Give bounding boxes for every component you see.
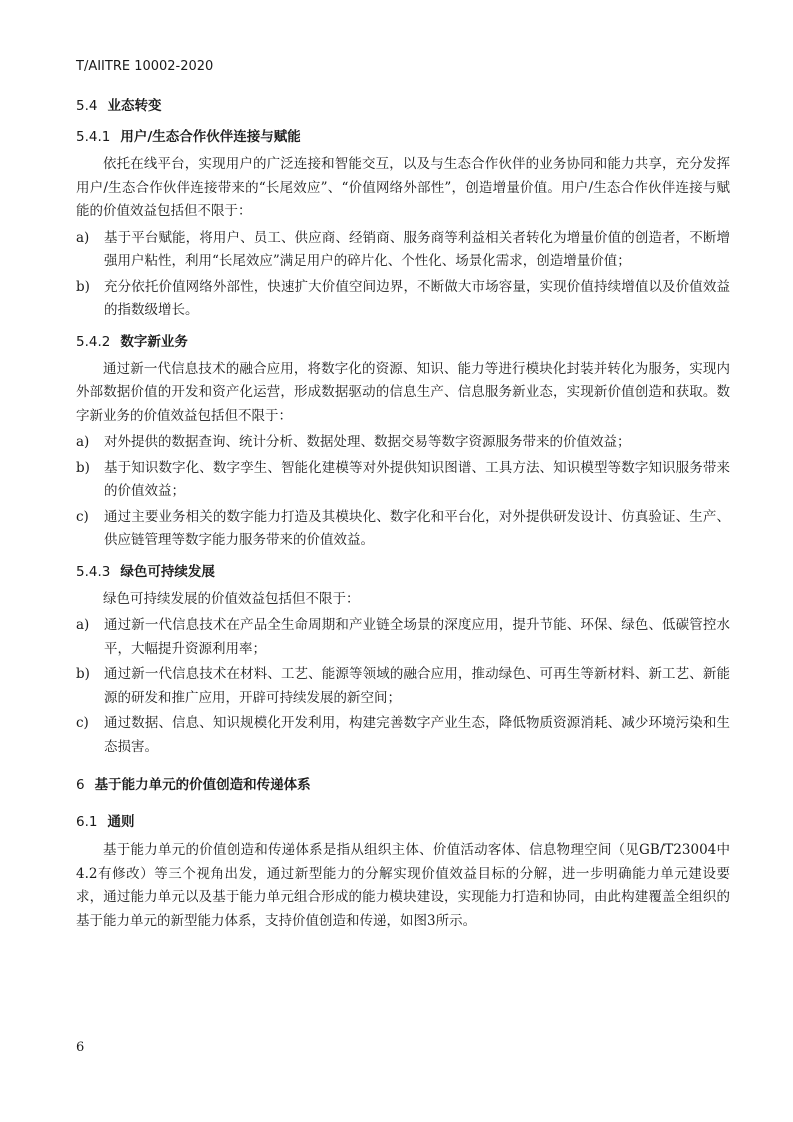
list-marker: a) [76, 434, 90, 450]
item-list [76, 227, 730, 323]
list-marker: c) [76, 715, 89, 731]
section-number: 5.4.1 [76, 129, 111, 145]
list-item [76, 712, 730, 759]
list-item [76, 227, 730, 274]
list-marker: b) [76, 459, 90, 476]
section-title: 通则 [107, 814, 135, 830]
paragraph: 依托在线平台，实现用户的广泛连接和智能交互，以及与生态合作伙伴的业务协同和能力共享，充分发挥用户/生态合作伙伴连接带来的“长尾效应”、“价值网络外部性”，创造增量价值。用户/生态合作伙伴连接与赋能的价值效益包括但不限于： [76, 156, 730, 219]
page-number: 6 [76, 1040, 85, 1055]
paragraph: 基于能力单元的价值创造和传递体系是指从组织主体、价值活动客体、信息物理空间（见GB/T23004中4.2有修改）等三个视角出发，通过新型能力的分解实现价值效益目标的分解，进一步明确能力单元建设要求，通过能力单元以及基于能力单元组合形成的能力模块建设，实现能力打造和协同，由此构建覆盖全组织的基于能力单元的新型能力体系，支持价值创造和传递，如图3所示。 [76, 842, 730, 929]
list-marker: a) [76, 229, 90, 246]
list-item [76, 457, 730, 504]
section-number: 5.4 [76, 98, 98, 114]
list-item [76, 614, 730, 661]
section-number: 6.1 [76, 814, 98, 830]
list-item-text: 基于平台赋能，将用户、员工、供应商、经销商、服务商等利益相关者转化为增量价值的创造者，不断增强用户粘性，利用“长尾效应”满足用户的碎片化、个性化、场景化需求，创造增量价值； [104, 229, 730, 269]
section-number: 6 [76, 777, 85, 793]
paragraph: 通过新一代信息技术的融合应用，将数字化的资源、知识、能力等进行模块化封装并转化为服务，实现内外部数据价值的开发和资产化运营，形成数据驱动的信息生产、信息服务新业态，实现新价值创造和获取。数字新业务的价值效益包括但不限于： [76, 360, 730, 424]
section-title: 业态转变 [107, 98, 162, 114]
section-number: 5.4.3 [76, 563, 111, 580]
list-item-text: 基于知识数字化、数字孪生、智能化建模等对外提供知识图谱、工具方法、知识模型等数字知识服务带来的价值效益； [104, 459, 730, 499]
list-item-text: 对外提供的数据查询、统计分析、数据处理、数据交易等数字资源服务带来的价值效益； [104, 434, 631, 450]
item-list [76, 614, 730, 759]
list-marker: c) [76, 508, 89, 525]
section-title: 基于能力单元的价值创造和传递体系 [94, 777, 311, 793]
list-marker: a) [76, 617, 90, 633]
section-title: 用户/生态合作伙伴连接与赋能 [120, 129, 301, 145]
list-item [76, 431, 730, 455]
list-item-text: 通过新一代信息技术在产品全生命周期和产业链全场景的深度应用，提升节能、环保、绿色、低碳管控水平，大幅提升资源利用率； [104, 617, 730, 657]
list-item-text: 通过新一代信息技术在材料、工艺、能源等领域的融合应用，推动绿色、可再生等新材料、新工艺、新能源的研发和推广应用，开辟可持续发展的新空间； [104, 666, 730, 706]
list-marker: b) [76, 278, 90, 295]
section-heading-5-4 [76, 94, 730, 118]
section-heading-6-1 [76, 810, 730, 834]
list-item-text: 充分依托价值网络外部性，快速扩大价值空间边界，不断做大市场容量，实现价值持续增值以及价值效益的指数级增长。 [104, 278, 730, 318]
section-title: 绿色可持续发展 [120, 563, 215, 580]
list-item-text: 通过主要业务相关的数字能力打造及其模块化、数字化和平台化，对外提供研发设计、仿真验证、生产、供应链管理等数字能力服务带来的价值效益。 [104, 508, 730, 548]
list-item [76, 506, 730, 553]
list-item-text: 通过数据、信息、知识规模化开发利用，构建完善数字产业生态，降低物质资源消耗、减少环境污染和生态损害。 [104, 715, 730, 755]
chapter-heading-6 [76, 773, 730, 797]
section-heading-5-4-1 [76, 125, 730, 149]
list-marker: b) [76, 666, 90, 682]
document-code: T/AIITRE 10002-2020 [76, 59, 214, 74]
section-number: 5.4.2 [76, 333, 111, 350]
section-heading-5-4-2 [76, 330, 730, 354]
paragraph: 绿色可持续发展的价值效益包括但不限于： [103, 590, 360, 607]
list-item [76, 276, 730, 323]
section-title: 数字新业务 [120, 333, 188, 350]
item-list [76, 431, 730, 553]
document-body [76, 88, 730, 933]
list-item [76, 663, 730, 710]
section-heading-5-4-3 [76, 560, 730, 584]
